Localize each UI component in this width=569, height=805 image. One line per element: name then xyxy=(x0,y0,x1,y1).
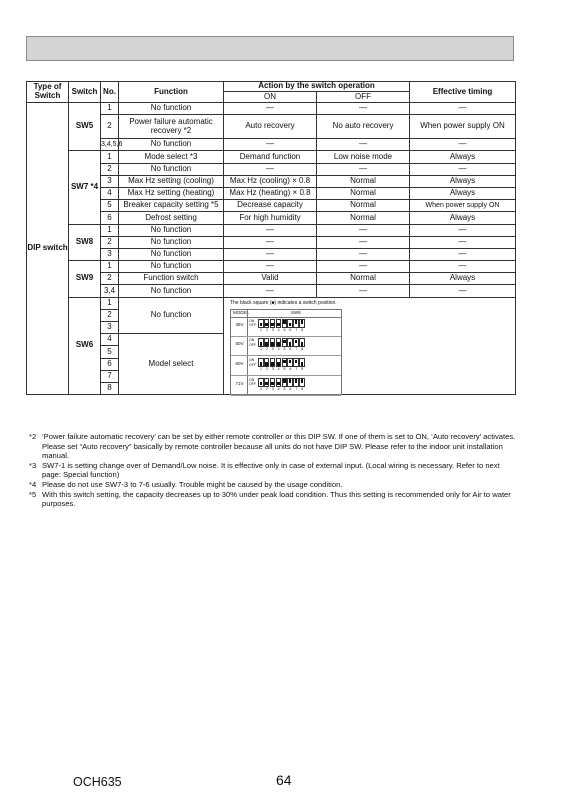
footnote-text: With this switch setting, the capacity decreases up to 30% under peak load condition. Thus this setting is recommended only for Air to water purposes. xyxy=(42,489,511,509)
switch-number: 3 xyxy=(271,367,274,372)
dip-switch-position xyxy=(276,338,282,347)
type-dip-switch: DIP switch xyxy=(27,103,69,395)
row-function: Function switch xyxy=(119,273,224,285)
row-on: Max Hz (heating) × 0.8 xyxy=(224,187,317,199)
dip-switch-position xyxy=(270,378,276,387)
footnote xyxy=(29,490,519,509)
header-no: No. xyxy=(101,82,119,103)
model-label: 71V xyxy=(235,380,244,386)
model-select-cell xyxy=(224,297,516,395)
row-timing: — xyxy=(410,285,516,297)
header-bar xyxy=(26,36,514,61)
off-label: OFF xyxy=(249,382,256,387)
row-timing: When power supply ON xyxy=(410,115,516,139)
model-row xyxy=(231,317,341,337)
dip-switch-position xyxy=(299,378,305,387)
dip-switch-position xyxy=(276,378,282,387)
row-off: Normal xyxy=(317,187,410,199)
row-off: Normal xyxy=(317,212,410,224)
switch-number: 1 xyxy=(259,386,262,391)
row-timing: — xyxy=(410,139,516,151)
row-no: 3 xyxy=(101,248,119,260)
dip-switch-position xyxy=(264,378,270,387)
switch-number: 5 xyxy=(283,327,286,332)
row-no: 6 xyxy=(101,212,119,224)
switch-sw5: SW5 xyxy=(69,103,101,151)
row-no: 3,4 xyxy=(101,285,119,297)
model-note: The black square (■) indicates a switch position. xyxy=(230,299,337,306)
row-on: Max Hz (cooling) × 0.8 xyxy=(224,175,317,187)
dip-switch-position xyxy=(276,319,282,328)
switch-number: 6 xyxy=(289,347,292,352)
row-timing: Always xyxy=(410,187,516,199)
row-function: No function xyxy=(119,248,224,260)
switch-number: 4 xyxy=(277,347,280,352)
dip-switch-position xyxy=(293,378,299,387)
on-label: ON xyxy=(249,377,255,382)
row-off: Normal xyxy=(317,200,410,212)
switch-sw7: SW7 *4 xyxy=(69,151,101,224)
row-function: No function xyxy=(119,224,224,236)
row-on: — xyxy=(224,236,317,248)
switch-number: 8 xyxy=(301,327,304,332)
switch-number: 7 xyxy=(295,327,298,332)
model-row xyxy=(231,376,341,396)
row-function: Max Hz setting (heating) xyxy=(119,187,224,199)
on-off-label xyxy=(249,319,256,328)
off-label: OFF xyxy=(249,362,256,367)
dip-switch-position xyxy=(270,319,276,328)
switch-number: 6 xyxy=(289,367,292,372)
switch-number: 6 xyxy=(289,386,292,391)
switch-number: 2 xyxy=(265,327,268,332)
row-no: 2 xyxy=(101,115,119,139)
footnote xyxy=(29,432,519,461)
switch-number: 7 xyxy=(295,347,298,352)
switch-number: 6 xyxy=(289,327,292,332)
page-number: 64 xyxy=(276,772,292,788)
row-no: 1 xyxy=(101,261,119,273)
row-off: No auto recovery xyxy=(317,115,410,139)
row-timing: — xyxy=(410,236,516,248)
switch-number: 3 xyxy=(271,327,274,332)
row-timing: — xyxy=(410,261,516,273)
row-no: 2 xyxy=(101,163,119,175)
row-on: — xyxy=(224,248,317,260)
row-timing: Always xyxy=(410,212,516,224)
dip-switch-position xyxy=(287,378,293,387)
header-off: OFF xyxy=(317,92,410,103)
switch-sw6: SW6 xyxy=(69,297,101,395)
on-off-label xyxy=(249,358,256,367)
switch-number: 1 xyxy=(259,347,262,352)
header-on: ON xyxy=(224,92,317,103)
dip-switch-position xyxy=(287,358,293,367)
switch-number: 7 xyxy=(295,386,298,391)
row-off: Low noise mode xyxy=(317,151,410,163)
dip-switch-position xyxy=(276,358,282,367)
dip-switch-position xyxy=(270,338,276,347)
switch-number: 4 xyxy=(277,386,280,391)
row-timing: Always xyxy=(410,273,516,285)
header-function: Function xyxy=(119,82,224,103)
switch-number: 2 xyxy=(265,386,268,391)
on-label: ON xyxy=(249,338,255,343)
switch-sw8: SW8 xyxy=(69,224,101,261)
model-label: 35V xyxy=(235,321,244,327)
off-label: OFF xyxy=(249,342,256,347)
dip-switch-position xyxy=(287,319,293,328)
dip-switch-position xyxy=(282,378,288,387)
dip-switch-position xyxy=(293,358,299,367)
row-on: For high humidity xyxy=(224,212,317,224)
row-no: 3,4,5,6 xyxy=(101,139,119,151)
footnote-mark: *3 xyxy=(29,460,37,470)
dip-switch-position xyxy=(293,319,299,328)
row-no: 5 xyxy=(101,346,119,358)
header-switch: Switch xyxy=(69,82,101,103)
model-label: 50V xyxy=(235,341,244,347)
header-type-of-switch: Type of Switch xyxy=(27,82,69,103)
model-row xyxy=(231,356,341,376)
row-no: 8 xyxy=(101,382,119,394)
row-no: 4 xyxy=(101,334,119,346)
footnote-mark: *5 xyxy=(29,489,37,499)
row-off: — xyxy=(317,139,410,151)
row-function: Power failure automatic recovery *2 xyxy=(119,115,224,139)
switch-number: 8 xyxy=(301,367,304,372)
dip-switch-position xyxy=(264,338,270,347)
row-on: Demand function xyxy=(224,151,317,163)
row-on: — xyxy=(224,261,317,273)
dip-switch-position xyxy=(258,378,264,387)
model-row xyxy=(231,336,341,356)
switch-number: 4 xyxy=(277,327,280,332)
row-function: No function xyxy=(119,163,224,175)
row-function: No function xyxy=(119,103,224,115)
row-function: No function xyxy=(119,236,224,248)
switch-sw9: SW9 xyxy=(69,261,101,298)
row-no: 1 xyxy=(101,151,119,163)
dip-switch-position xyxy=(258,338,264,347)
row-function: No function xyxy=(119,285,224,297)
sw-header: SW6 xyxy=(291,309,301,315)
dip-switch-position xyxy=(293,338,299,347)
switch-number: 8 xyxy=(301,347,304,352)
row-on: — xyxy=(224,224,317,236)
switch-number: 3 xyxy=(271,347,274,352)
row-no: 2 xyxy=(101,236,119,248)
row-function: No function xyxy=(119,261,224,273)
row-off: — xyxy=(317,163,410,175)
footnote xyxy=(29,480,519,490)
row-function: Mode select *3 xyxy=(119,151,224,163)
header-action: Action by the switch operation xyxy=(224,82,410,92)
dip-switch-position xyxy=(264,358,270,367)
switch-number: 8 xyxy=(301,386,304,391)
row-function: Breaker capacity setting *5 xyxy=(119,200,224,212)
model-table xyxy=(230,309,342,395)
row-off: — xyxy=(317,248,410,260)
row-no: 7 xyxy=(101,370,119,382)
switch-number: 1 xyxy=(259,327,262,332)
header-effective-timing: Effective timing xyxy=(410,82,516,103)
on-off-label xyxy=(249,338,256,347)
switch-number: 4 xyxy=(277,367,280,372)
row-function: No function xyxy=(119,139,224,151)
row-off: — xyxy=(317,103,410,115)
sw6-no-function: No function xyxy=(119,297,224,334)
row-off: — xyxy=(317,261,410,273)
row-off: Normal xyxy=(317,273,410,285)
dip-switch-position xyxy=(282,319,288,328)
row-timing: When power supply ON xyxy=(410,200,516,212)
row-on: Auto recovery xyxy=(224,115,317,139)
dip-switch-position xyxy=(299,338,305,347)
row-no: 1 xyxy=(101,103,119,115)
row-on: Valid xyxy=(224,273,317,285)
row-on: — xyxy=(224,139,317,151)
row-timing: — xyxy=(410,103,516,115)
row-on: — xyxy=(224,163,317,175)
switch-number: 2 xyxy=(265,367,268,372)
dip-switch-position xyxy=(282,358,288,367)
row-on: — xyxy=(224,285,317,297)
row-no: 3 xyxy=(101,322,119,334)
switch-number: 2 xyxy=(265,347,268,352)
row-on: Decrease capacity xyxy=(224,200,317,212)
off-label: OFF xyxy=(249,323,256,328)
switch-number: 5 xyxy=(283,386,286,391)
row-no: 5 xyxy=(101,200,119,212)
footnote-text: SW7-1 is setting change over of Demand/Low noise. It is effective only in case of external input. (Local wiring is necessary. Refer to next page: Special function) xyxy=(42,460,500,480)
switch-number: 5 xyxy=(283,347,286,352)
model-label: 60V xyxy=(235,361,244,367)
footnotes xyxy=(29,432,519,509)
row-function: Max Hz setting (cooling) xyxy=(119,175,224,187)
row-no: 3 xyxy=(101,175,119,187)
dip-switch-position xyxy=(299,319,305,328)
row-no: 2 xyxy=(101,273,119,285)
dip-switch-position xyxy=(264,319,270,328)
footnote-mark: *2 xyxy=(29,432,37,441)
row-off: — xyxy=(317,224,410,236)
switch-number: 5 xyxy=(283,367,286,372)
row-timing: Always xyxy=(410,151,516,163)
footnote xyxy=(29,461,519,480)
switch-number: 1 xyxy=(259,367,262,372)
dip-switch-position xyxy=(282,338,288,347)
row-off: Normal xyxy=(317,175,410,187)
sw6-model-select: Model select xyxy=(119,334,224,395)
switch-number: 7 xyxy=(295,367,298,372)
dip-switch-position xyxy=(287,338,293,347)
on-label: ON xyxy=(249,358,255,363)
row-timing: Always xyxy=(410,175,516,187)
footnote-text: ‘Power failure automatic recovery’ can be set by either remote controller or this DIP SW. If one of them is set to ON, ‘Auto recovery’ activates. Please set “Auto recovery” basically by remote controller because all units do not have DIP SW. Please refer to the indoor unit installation manual. xyxy=(42,432,516,461)
dip-switch-position xyxy=(299,358,305,367)
row-no: 4 xyxy=(101,187,119,199)
doc-code: OCH635 xyxy=(73,775,122,789)
row-no: 6 xyxy=(101,358,119,370)
row-no: 1 xyxy=(101,297,119,309)
dip-switch-position xyxy=(258,358,264,367)
row-no: 1 xyxy=(101,224,119,236)
row-function: Defrost setting xyxy=(119,212,224,224)
row-no: 2 xyxy=(101,309,119,321)
row-timing: — xyxy=(410,163,516,175)
model-header: MODEL xyxy=(233,309,250,315)
row-off: — xyxy=(317,285,410,297)
row-on: — xyxy=(224,103,317,115)
row-off: — xyxy=(317,236,410,248)
on-label: ON xyxy=(249,318,255,323)
dip-switch-table xyxy=(26,81,516,395)
footnote-mark: *4 xyxy=(29,479,37,489)
on-off-label xyxy=(249,378,256,387)
row-timing: — xyxy=(410,248,516,260)
footnote-text: Please do not use SW7-3 to 7-6 usually. Trouble might be caused by the usage condition. xyxy=(42,479,343,489)
switch-number: 3 xyxy=(271,386,274,391)
dip-switch-position xyxy=(258,319,264,328)
dip-switch-position xyxy=(270,358,276,367)
row-timing: — xyxy=(410,224,516,236)
